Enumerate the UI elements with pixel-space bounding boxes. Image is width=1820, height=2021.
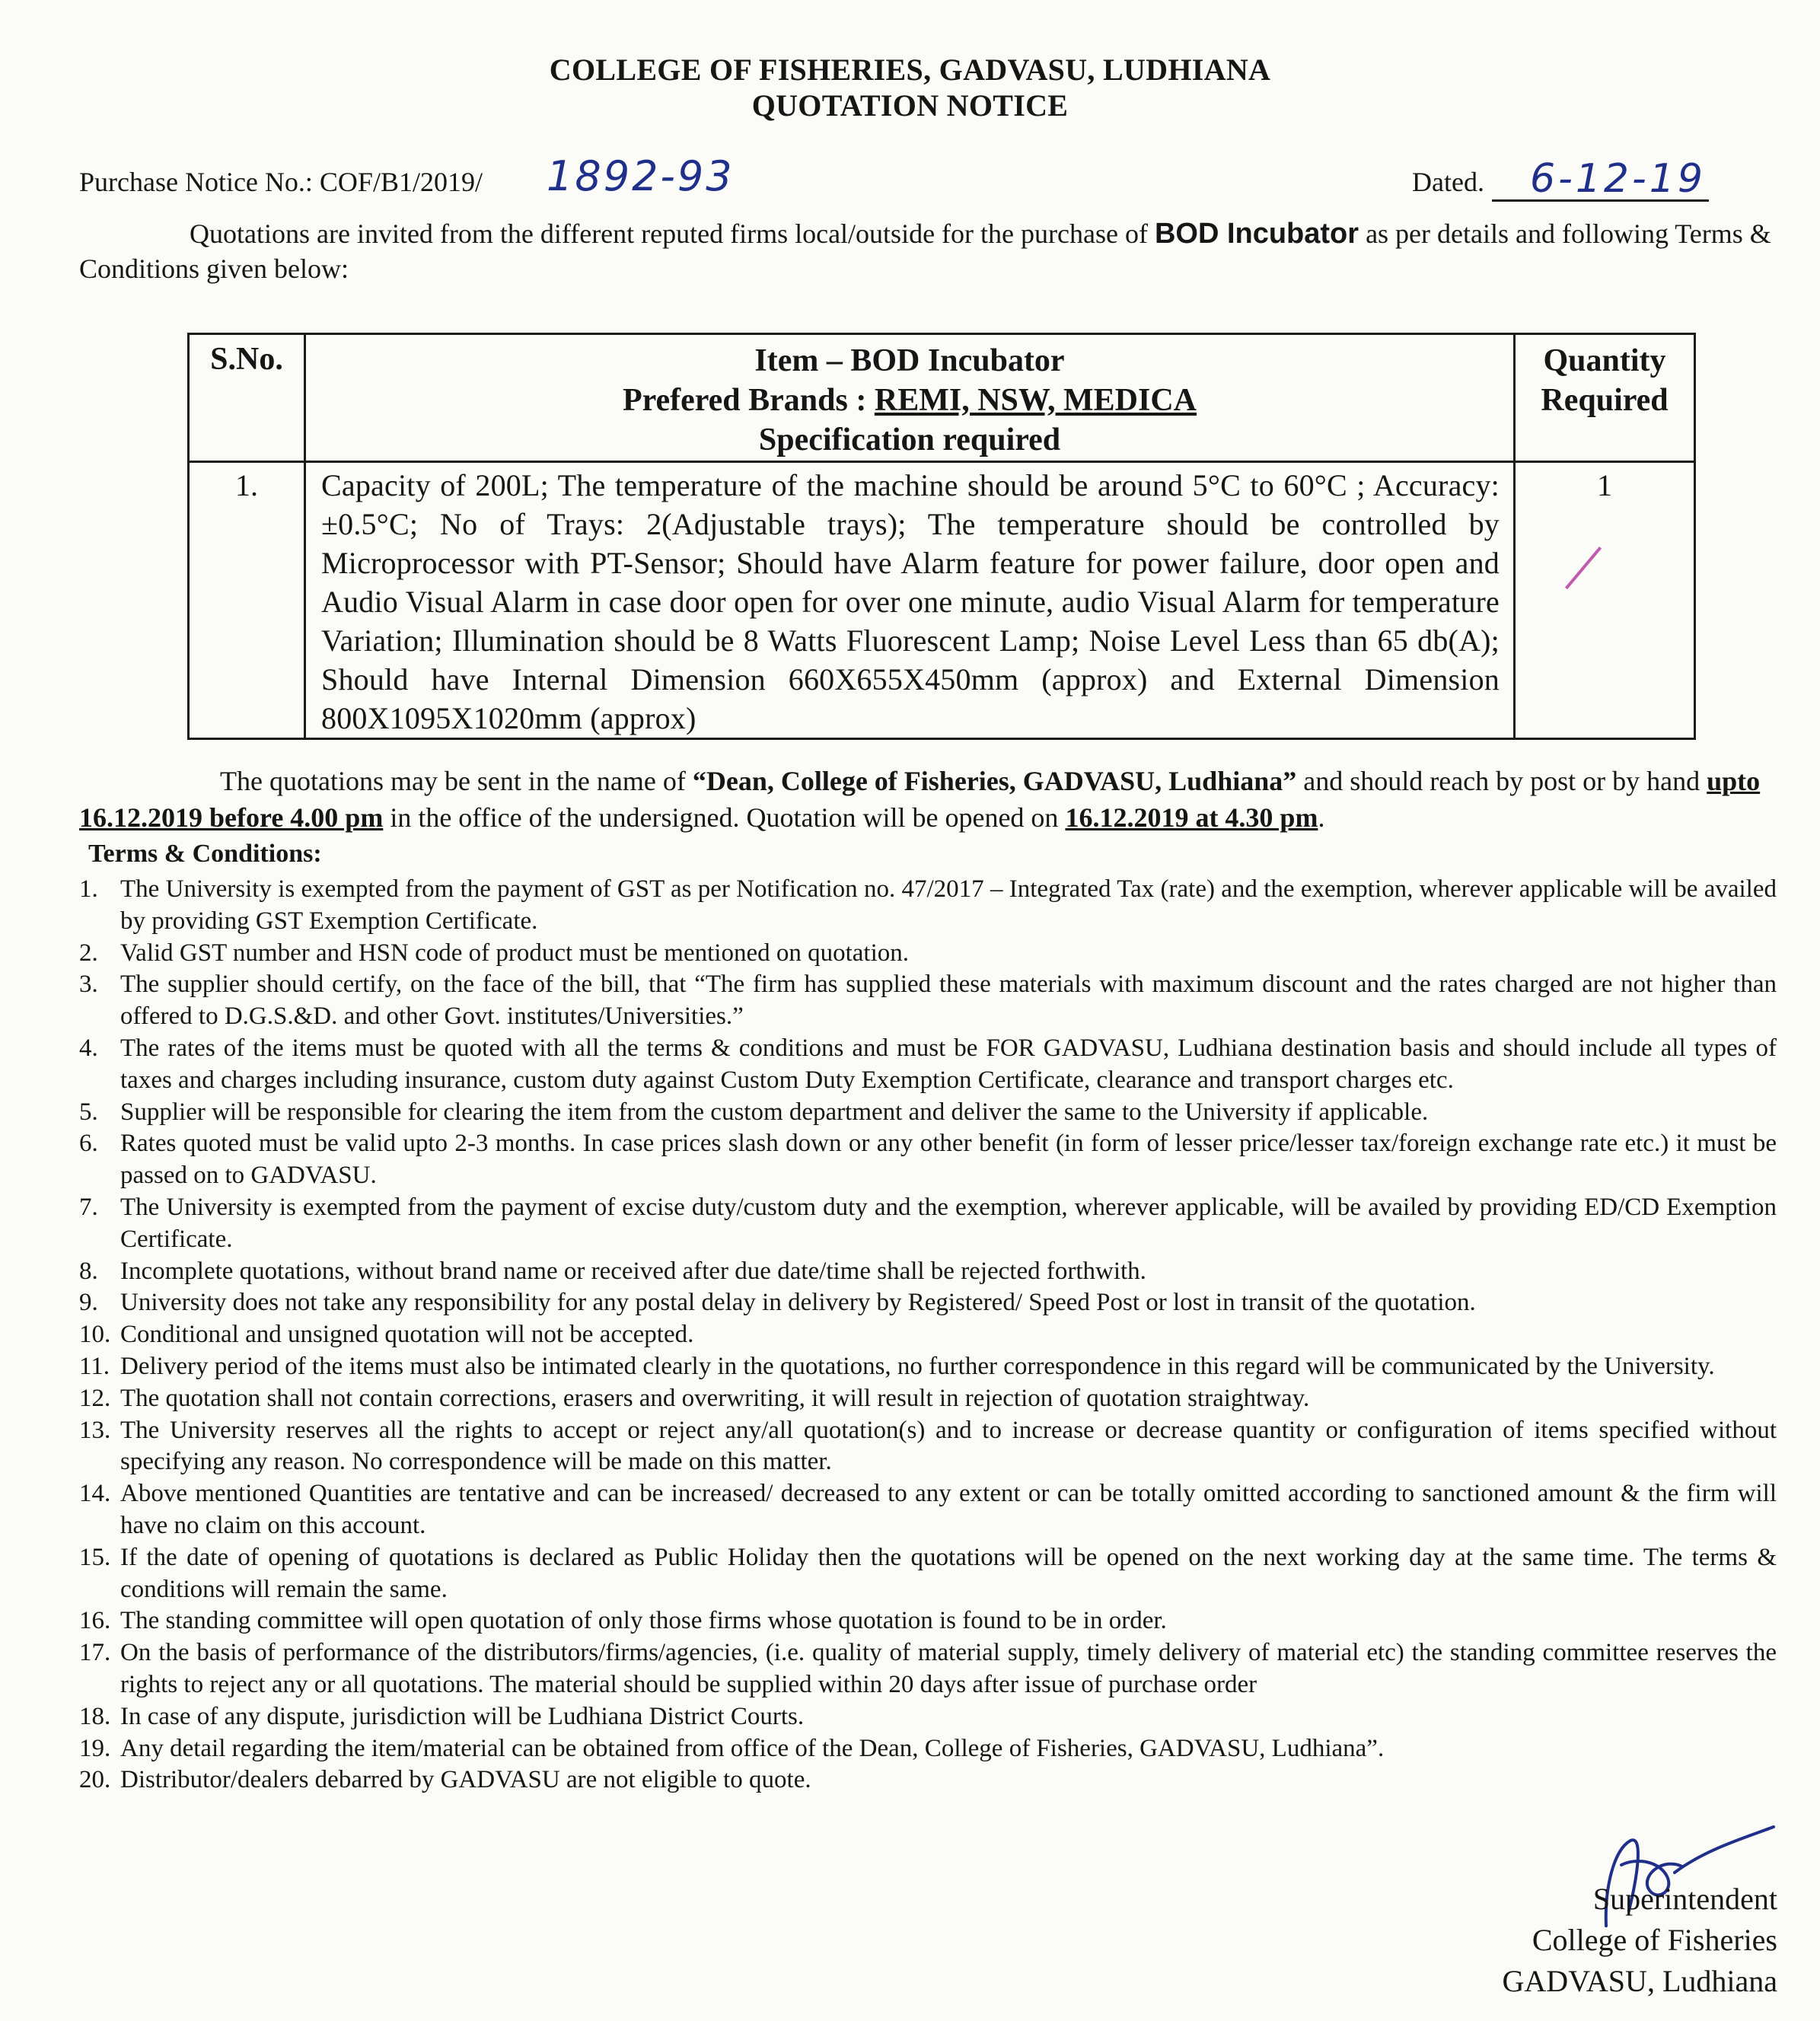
submission-deadline: upto 16.12.2019 before 4.00 pm	[79, 766, 1761, 833]
term-number: 16.	[79, 1607, 111, 1635]
term-text: Conditional and unsigned quotation will not be accepted.	[120, 1321, 694, 1349]
submission-addressee: “Dean, College of Fisheries, GADVASU, Ludhiana”	[692, 766, 1297, 796]
row-quantity: 1	[1597, 468, 1612, 502]
term-number: 5.	[79, 1098, 98, 1126]
term-text: If the date of opening of quotations is declared as Public Holiday then the quotations will be opened on the next working day at the same time. The terms & conditions will remain the same.	[120, 1543, 1777, 1603]
terms-list	[79, 874, 1777, 1796]
dated-label: Dated.	[1412, 167, 1484, 197]
term-text: Incomplete quotations, without brand name or received after due date/time shall be rejected forthwith.	[120, 1257, 1146, 1285]
term-text: The University reserves all the rights to accept or reject any/all quotation(s) and to increase or decrease quantity or configuration of items specified without specifying any reason. No correspondence will be made on this matter.	[120, 1416, 1777, 1476]
intro-paragraph	[79, 216, 1777, 286]
signatory-college: College of Fisheries	[1532, 1923, 1777, 1957]
row-quantity-cell	[1515, 462, 1695, 739]
list-item	[79, 1192, 1777, 1256]
submission-part2: and should reach by post or by hand	[1296, 766, 1707, 796]
header-sno: S.No.	[189, 334, 305, 462]
submission-part3: in the office of the undersigned. Quotation will be opened on	[383, 802, 1066, 833]
term-number: 1.	[79, 875, 98, 903]
term-text: Valid GST number and HSN code of product must be mentioned on quotation.	[120, 939, 909, 967]
purchase-notice-label: Purchase Notice No.: COF/B1/2019/	[79, 167, 483, 197]
signature-block	[1503, 1879, 1777, 2002]
term-text: On the basis of performance of the distributors/firms/agencies, (i.e. quality of material supply, timely delivery of material etc) the standing committee reserves the rights to reject any or all quotations. The material should be supplied within 20 days after issue of purchase order	[120, 1639, 1777, 1698]
header-item	[305, 334, 1515, 462]
row-sno: 1.	[189, 462, 305, 739]
intro-text-part2: as per details and following Terms & Conditions given below:	[79, 218, 1771, 284]
term-number: 15.	[79, 1543, 111, 1571]
handwritten-notice-number: 1892-93	[547, 152, 735, 200]
header-quantity	[1515, 334, 1695, 462]
term-text: University does not take any responsibility for any postal delay in delivery by Registered/ Speed Post or lost in transit of the quotation.	[120, 1289, 1476, 1317]
row-specification: Capacity of 200L; The temperature of the machine should be around 5°C to 60°C ; Accuracy: ±0.5°C; No of Trays: 2(Adjustable trays); The temperature should be controlled by Microprocessor with PT-Sensor; Should have Alarm feature for power failure, door open and Audio Visual Alarm in case door open for over one minute, audio Visual Alarm for temperature Variation; Illumination should be 8 Watts Fluorescent Lamp; Noise Level Less than 65 db(A); Should have Internal Dimension 660X655X450mm (approx) and External Dimension 800X1095X1020mm (approx)	[305, 462, 1515, 739]
list-item	[79, 1764, 1777, 1796]
term-number: 8.	[79, 1257, 98, 1285]
brands-value: REMI, NSW, MEDICA	[874, 383, 1197, 418]
header-item-title: Item – BOD Incubator	[754, 343, 1065, 378]
list-item	[79, 1542, 1777, 1606]
table-row	[189, 462, 1695, 739]
term-number: 14.	[79, 1480, 111, 1508]
term-text: Above mentioned Quantities are tentative and can be increased/ decreased to any extent or can be totally omitted according to sanctioned amount & the firm will have no claim on this account.	[120, 1480, 1777, 1539]
signatory-designation: Superintendent	[1592, 1882, 1777, 1916]
notice-title-heading: QUOTATION NOTICE	[751, 88, 1069, 123]
header-quantity-line2: Required	[1541, 383, 1669, 418]
term-text: Any detail regarding the item/material can be obtained from office of the Dean, College of Fisheries, GADVASU, Ludhiana”.	[120, 1734, 1385, 1762]
signatory-university: GADVASU, Ludhiana	[1502, 1964, 1777, 1998]
list-item	[79, 938, 1777, 970]
list-item	[79, 1097, 1777, 1129]
list-item	[79, 1351, 1777, 1383]
term-number: 18.	[79, 1702, 111, 1730]
intro-text-part1: Quotations are invited from the different reputed firms local/outside for the purchase of	[190, 218, 1155, 249]
term-number: 9.	[79, 1289, 98, 1317]
header-specification-required: Specification required	[758, 422, 1061, 457]
tick-mark	[1565, 547, 1602, 589]
intro-item-name: BOD Incubator	[1154, 218, 1359, 250]
submission-part4: .	[1318, 802, 1325, 833]
term-text: In case of any dispute, jurisdiction will be Ludhiana District Courts.	[120, 1702, 805, 1730]
header-quantity-line1: Quantity	[1543, 343, 1666, 378]
term-text: The rates of the items must be quoted with all the terms & conditions and must be FOR GADVASU, Ludhiana destination basis and should include all types of taxes and charges including insurance, custom duty against Custom Duty Exemption Certificate, clearance and transport charges etc.	[120, 1034, 1777, 1094]
list-item	[79, 1637, 1777, 1701]
term-text: The University is exempted from the payment of GST as per Notification no. 47/2017 – Integrated Tax (rate) and the exemption, wherever applicable will be availed by providing GST Exemption Certificate.	[120, 875, 1777, 935]
submission-opening-time: 16.12.2019 at 4.30 pm	[1065, 802, 1318, 833]
handwritten-date: 6-12-19	[1530, 156, 1706, 202]
list-item	[79, 1605, 1777, 1637]
submission-paragraph	[79, 763, 1777, 836]
term-text: The University is exempted from the payment of excise duty/custom duty and the exemption, wherever applicable, will be availed by providing ED/CD Exemption Certificate.	[120, 1193, 1777, 1253]
table-header-row	[189, 334, 1695, 462]
header-preferred-brands	[307, 381, 1512, 420]
term-text: Supplier will be responsible for clearing the item from the custom department and deliver the same to the University if applicable.	[120, 1098, 1429, 1126]
term-text: Distributor/dealers debarred by GADVASU are not eligible to quote.	[120, 1766, 811, 1794]
term-number: 2.	[79, 939, 98, 967]
list-item	[79, 1033, 1777, 1097]
term-text: Rates quoted must be valid upto 2-3 months. In case prices slash down or any other benefit (in form of lesser price/lesser tax/foreign exchange rate etc.) it must be passed on to GADVASU.	[120, 1130, 1777, 1190]
term-number: 6.	[79, 1130, 98, 1158]
term-text: Delivery period of the items must also be intimated clearly in the quotations, no further correspondence in this regard will be communicated by the University.	[120, 1352, 1715, 1380]
term-number: 11.	[79, 1352, 110, 1380]
term-number: 4.	[79, 1034, 98, 1062]
term-text: The standing committee will open quotation of only those firms whose quotation is found to be in order.	[120, 1607, 1167, 1635]
term-text: The quotation shall not contain corrections, erasers and overwriting, it will result in rejection of quotation straightway.	[120, 1384, 1310, 1412]
list-item	[79, 1701, 1777, 1733]
list-item	[79, 1733, 1777, 1765]
list-item	[79, 1256, 1777, 1288]
list-item	[79, 1478, 1777, 1542]
college-name-heading: COLLEGE OF FISHERIES, GADVASU, LUDHIANA	[549, 53, 1271, 87]
term-text: The supplier should certify, on the face of the bill, that “The firm has supplied these materials with maximum discount and the rates charged are not higher than offered to D.G.S.&D. and other Govt. institutes/Universities.”	[120, 971, 1777, 1031]
list-item	[79, 1383, 1777, 1415]
term-number: 19.	[79, 1734, 111, 1762]
term-number: 20.	[79, 1766, 111, 1794]
term-number: 13.	[79, 1416, 111, 1444]
list-item	[79, 1319, 1777, 1351]
submission-part1: The quotations may be sent in the name of	[220, 766, 693, 796]
item-specification-table	[187, 333, 1696, 740]
terms-heading: Terms & Conditions:	[88, 840, 322, 868]
list-item	[79, 874, 1777, 938]
list-item	[79, 969, 1777, 1033]
term-number: 10.	[79, 1321, 111, 1349]
list-item	[79, 1415, 1777, 1479]
term-number: 3.	[79, 971, 98, 999]
brands-label: Prefered Brands :	[622, 383, 875, 418]
list-item	[79, 1287, 1777, 1319]
term-number: 7.	[79, 1193, 98, 1221]
term-number: 12.	[79, 1384, 111, 1412]
list-item	[79, 1128, 1777, 1192]
term-number: 17.	[79, 1639, 111, 1667]
